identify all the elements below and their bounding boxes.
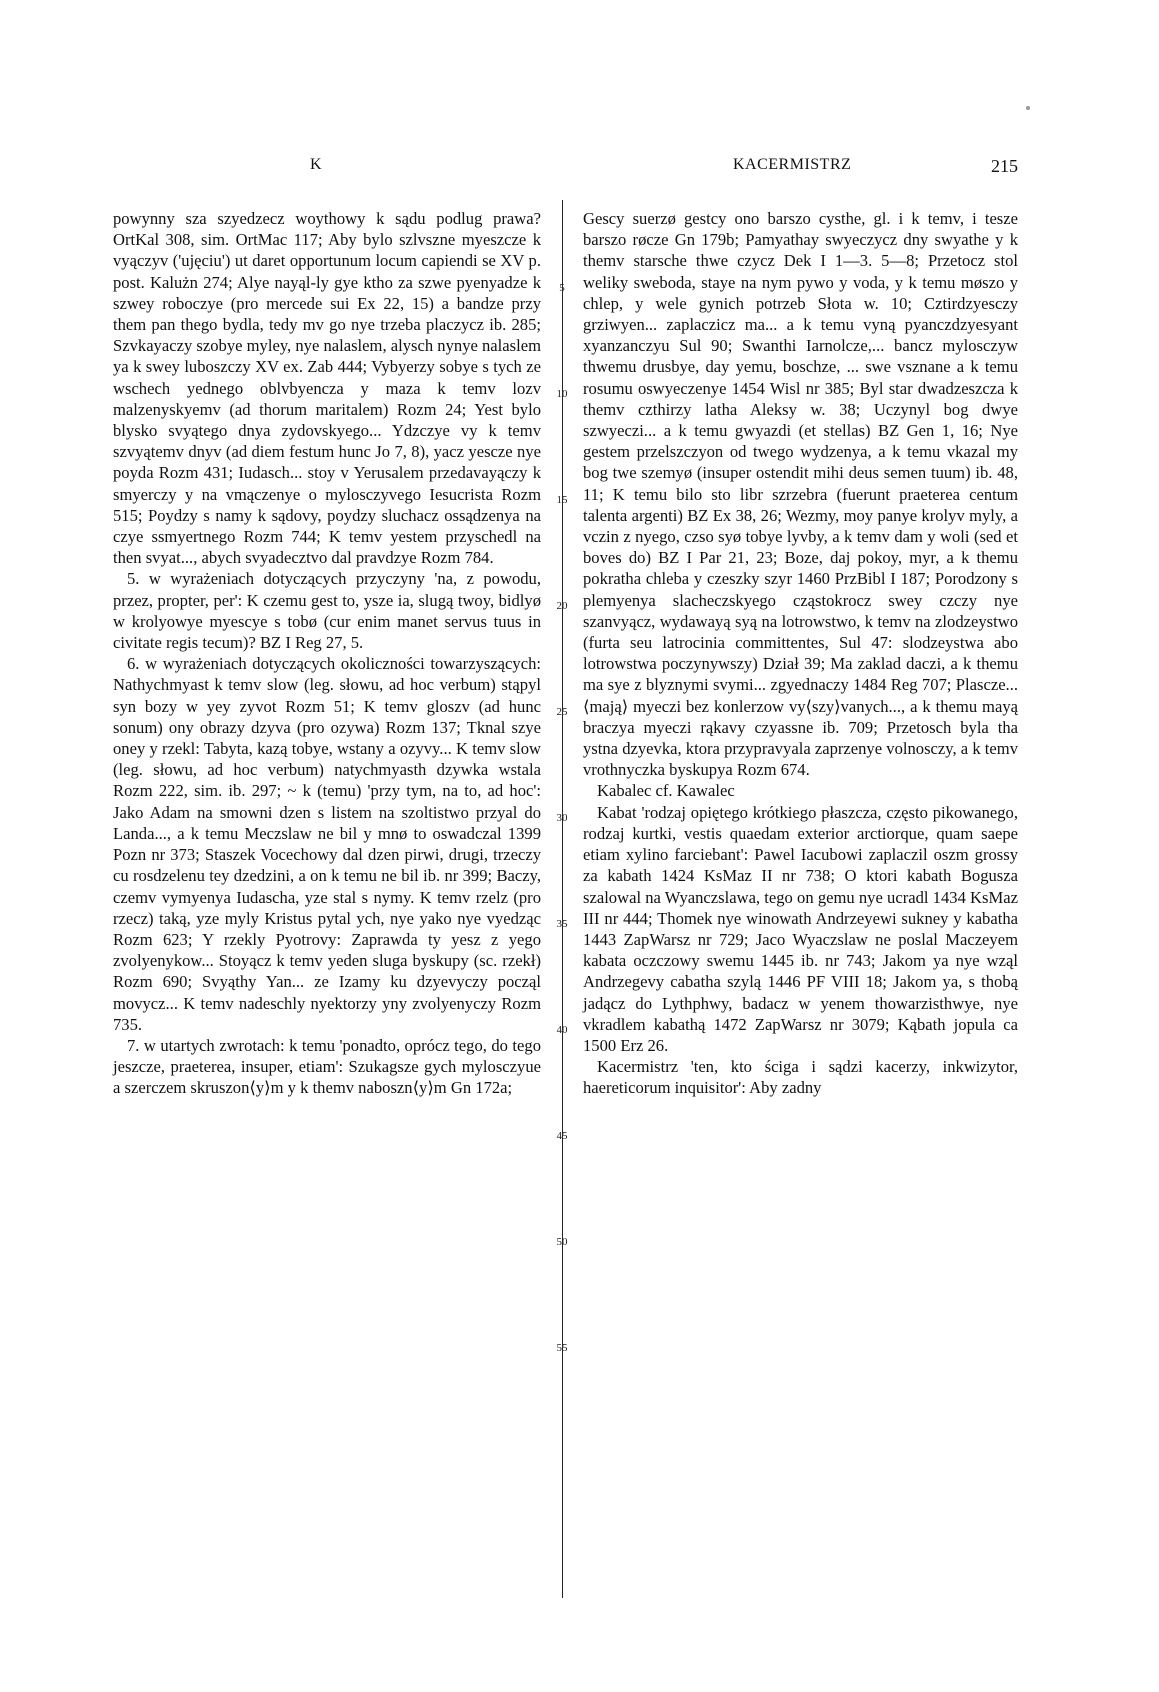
line-number: 50 [556,1236,568,1248]
paragraph: powynny sza szyedzecz woythowy k sądu podlug prawa? OrtKal 308, sim. OrtMac 117; Aby bylo szlvszne myeszcze k vyączyv ('ujęciu') ut daret opportunum locum capiendi se XV p. post. Kalużn 274; Alye nayąl-ly gye ktho za szwe pyenyadze k szwey roboczye (pro mercede sui Ex 22, 15) a bandze przy them pan thego bydla, tedy mv go nye trzeba placzycz ib. 285; Szvkayaczy szobye myley, nye nalaslem, alysch nynye nalaslem ya k swey luboszczy XV ex. Zab 444; Vybyerzy sobye s tych ze wschech yednego oblvbyencza y maza k temv lozv malzenyskyemv (ad thorum maritalem) Rozm 24; Yest bylo blysko svyątego dnya zydovskyego... Ydzczye vy k temv szvyątemv dnyv (ad diem festum hunc Jo 7, 8), yacz yescze nye poyda Rozm 431; Iudasch... stoy v Yerusalem przedavayączy k smyerczy y na vmączenye o mylosczyvego Iesucrista Rozm 515; Poydzy s namy k sądovy, poydzy sluchacz ossądzenya na czye ssmyertnego Rozm 744; K temv yestem przyschedl na then svyat..., abych svyadecztvo dal pravdzye Rozm 784. [113,209,541,568]
column-divider [562,200,563,1598]
line-number: 10 [556,388,568,400]
paragraph: 6. w wyrażeniach dotyczących okoliczności towarzyszących: Nathychmyast k temv slow (leg. słowu, ad hoc verbum) stąpyl syn bozy w yey zyvot Rozm 51; K temv gloszv (ad hunc sonum) ony obrazy dzyva (pro ozywa) Rozm 137; Tknal szye oney y rzekl: Tabyta, kazą tobye, wstany a ozyvy... K temv slow (leg. słowu, ad hoc verbum) natychmyasth dzywka wstala Rozm 222, sim. ib. 297; ~ k (temu) 'przy tym, na to, ad hoc': Jako Adam na smowni dzen s listem na szoltistwo przyal do Landa..., a k temu Meczslaw ne bil y mnø to oswadczal 1399 Pozn nr 373; Staszek Vocechowy dal dzen pirwi, drugi, trzeczy cu rosdzelenu tey dzedzini, a on k temu ne bil ib. nr 399; Baczy, czemv vymyenya Iudascha, yze stal s nymy. K temv rzelz (pro rzecz) taką, yze myly Kristus pytal ych, nye yako nye vyedząc Rozm 623; Y rzekly Pyotrovy: Zaprawda ty yesz z yego zvolyenykow... Stoyącz k temv yeden sluga byskupy (sc. rzekł) Rozm 690; Svyąthy Yan... ze Izamy ku dzyevyczy począl movycz... K temv nadeschly nyektorzy yny zvolyenyczy Rozm 735. [113,654,541,1034]
header-letter: K [310,156,322,173]
entry-kabat: Kabat 'rodzaj opiętego krótkiego płaszcza, często pikowanego, rodzaj kurtki, vestis quaedam exterior arctiorque, quam saepe etiam xylino farciebant': Pawel Iacubowi zaplaczil oszm grossy za kabath 1424 KsMaz II nr 738; O ktori kabath Bogusza szalowal na Wyanczslawa, tego on gemu nye ucradl 1434 KsMaz III nr 444; Thomek nye winowath Andrzeyewi sukney y kabatha 1443 ZapWarsz nr 729; Jaco Wyaczslaw ne poslal Maczeyem kabata oczczowy swemu 1445 ib. nr 743; Jakom ya nye wząl Andrzegevy cabatha szylą 1446 PF VIII 18; Jakom ya, s thobą jadącz do Lythphwy, badacz w yenem thowarzisthwye, nye vkradlem kabathą 1472 ZapWarsz nr 3079; Kąbath jopula ca 1500 Erz 26. [583,802,1018,1055]
page-number: 215 [991,156,1018,176]
line-number: 15 [556,494,568,506]
line-number: 55 [556,1342,568,1354]
line-number: 40 [556,1024,568,1036]
line-number: 45 [556,1130,568,1142]
entry-kabalec: Kabalec cf. Kawalec [597,781,735,801]
paragraph: Gescy suerzø gestcy ono barszo cysthe, gl. i k temv, i tesze barszo røcze Gn 179b; Pamyathay swyeczycz dny swyathe y k themv starsche thwe czycz Dek I 1—3. 5—8; Przetocz stol weliky sweboda, staye na nym pywo y voda, y k temu møszo y chlep, y wele gynich potrzeb Słota w. 10; Cztirdzyesczy grziwyen... zaplaczicz ma... a k temu vyną pyanczdzyesyant xyanzanczyu Sul 90; Swanthi Iarnolcze,... bancz mylosczyw thwemu drusbye, day yemu, boschze, ... swe vsznane a k temu rosumu oswyeczenye 1454 Wisl nr 385; Byl star dwadzeszcza k themv czthirzy latha Aleksy w. 38; Uczynyl bog dwye szwyeczi... a k temu gwyazdi (et stellas) BZ Gen 1, 16; Nye gestem przelszczyon od twego wydzenya, a k temu vkazal my bog twe szemyø (insuper ostendit mihi deus semen tuum) ib. 48, 11; K temu bilo sto libr szrzebra (fuerunt praeterea centum talenta argenti) BZ Ex 38, 26; Wezmy, moy panye krolyv myly, a vczin z nyego, czso syø tobye lyvby, a k temv dam y woli (sed et boves do) BZ I Par 21, 23; Boze, daj pokoy, myr, a k themu pokratha chleba y czeszky szyr 1460 PrzBibl I 187; Porodzony s plemyenya slacheczskyego cząstokrocz swey czczy nye szanvyącz, wydawayą syą na lotrowstwo, k temv na zlodzeystwo (furta seu latrocinia committentes, Sul 47: slodzeystwa abo lotrowstwa poczynywszy) Dział 39; Ma zaklad daczi, a k themu ma sye z blyznymi svymi... zgyednaczy 1484 Reg 707; Plascze... ⟨mają⟩ myeczi bez konlerzow vy⟨szy⟩vanych..., a k themu mayą braczya myeczi rąkavy czyassne ib. 709; Przetosch byla tha ystna dzyevka, ktora przypravyala zaprzenye volnosczy, a k temv vrothnyczka byskupya Rozm 674. [583,209,1018,780]
paragraph: 7. w utartych zwrotach: k temu 'ponadto, oprócz tego, do tego jeszcze, praeterea, insuper, etiam': Szukagsze gych mylosczyue a szerczem skruszon⟨y⟩m y k themv naboszn⟨y⟩m Gn 172a; [113,1035,541,1098]
scan-speck [1026,106,1030,110]
line-number: 25 [556,706,568,718]
header-entry-title: KACERMISTRZ [733,156,852,173]
line-number: 30 [556,812,568,824]
right-column [583,208,1018,1099]
page-header [113,156,1018,180]
paragraph: 5. w wyrażeniach dotyczących przyczyny 'na, z powodu, przez, propter, per': K czemu gest to, ysze ia, slugą twoy, bidlyø w krolyowye myescye s tobø (cur enim manet servus tuus in civitate regis tecum)? BZ I Reg 27, 5. [113,569,541,653]
left-column [113,208,541,1099]
line-number: 5 [559,282,565,294]
entry-kacermistrz: Kacermistrz 'ten, kto ściga i sądzi kacerzy, inkwizytor, haereticorum inquisitor': Aby zadny [583,1057,1018,1098]
line-number: 20 [556,600,568,612]
line-number: 35 [556,918,568,930]
